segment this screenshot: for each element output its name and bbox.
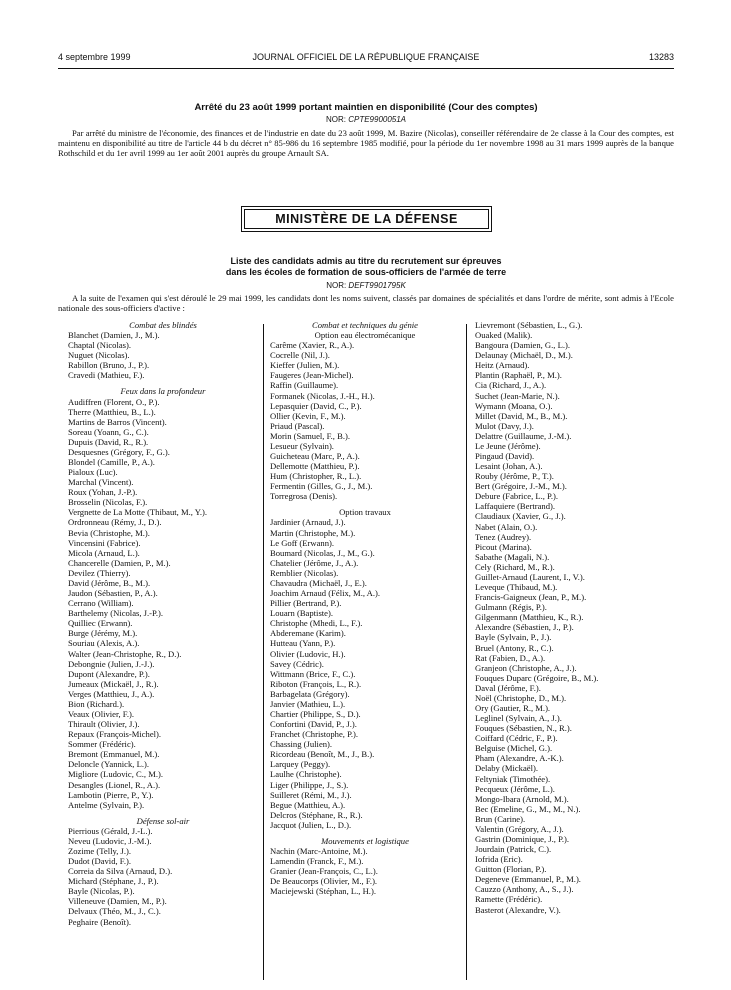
list-item: Dudot (David, F.).: [68, 856, 132, 867]
list-item: Martin (Christophe, M.).: [270, 527, 356, 538]
list-item: Marchal (Vincent).: [68, 477, 134, 488]
list-item: Fermentin (Gilles, G., J., M.).: [270, 481, 373, 492]
list-item: Cely (Richard, M., R.).: [475, 561, 555, 572]
list-item: Laffaquiere (Bertrand).: [475, 501, 556, 512]
list-nor-code: DEFT9901795K: [348, 281, 406, 290]
list-item: Ory (Gautier, R., M.).: [475, 702, 551, 713]
list-item: Bion (Richard.).: [68, 698, 125, 709]
list-item: Heitz (Arnaud).: [475, 360, 530, 371]
list-item: Lamendin (Franck, F., M.).: [270, 856, 364, 867]
list-item: Therre (Matthieu, B., L.).: [68, 406, 156, 417]
list-item: Brosselin (Nicolas, F.).: [68, 497, 148, 508]
list-item: Cauzzo (Anthony, A., S., J.).: [475, 884, 574, 895]
list-item: Franchet (Christophe, P.).: [270, 729, 359, 740]
list-item: Suilleret (Rémi, M., J.).: [270, 789, 352, 800]
list-item: Antelme (Sylvain, P.).: [68, 799, 145, 810]
column-1: [68, 320, 258, 927]
list-item: Villeneuve (Damien, M., P.).: [68, 896, 167, 907]
list-item: Ramette (Frédéric).: [475, 894, 543, 905]
list-item: Millet (David, M., B., M.).: [475, 410, 568, 421]
list-item: Cocrelle (Nil, J.).: [270, 350, 330, 361]
list-item: Le Jeune (Jérôme).: [475, 440, 541, 451]
list-title: [58, 256, 674, 277]
ministry-box: [241, 206, 492, 232]
section-heading: Défense sol-air: [136, 815, 190, 826]
column-divider: [466, 324, 467, 980]
list-item: Chartier (Philippe, S., D.).: [270, 708, 361, 719]
list-item: Delattre (Guillaume, J.-M.).: [475, 430, 572, 441]
list-item: Pillier (Bertrand, P.).: [270, 598, 342, 609]
decree-nor: [58, 115, 674, 124]
list-item: Jacquot (Julien, L., D.).: [270, 819, 352, 830]
list-item: Guillet-Arnaud (Laurent, I., V.).: [475, 571, 585, 582]
list-item: Correia da Silva (Arnaud, D.).: [68, 866, 173, 877]
list-item: Neveu (Ludovic, J.-M.).: [68, 835, 152, 846]
section-heading: Combat et techniques du génie: [312, 320, 418, 330]
list-item: Feltyniak (Timothée).: [475, 773, 551, 784]
list-item: Rouby (Jérôme, P., T.).: [475, 471, 554, 482]
list-item: Kieffer (Julien, M.).: [270, 360, 340, 371]
list-item: Laulhe (Christophe).: [270, 769, 342, 780]
list-item: Tenez (Audrey).: [475, 531, 532, 542]
list-item: Noël (Christophe, D., M.).: [475, 692, 567, 703]
list-nor: [58, 281, 674, 290]
list-item: Hum (Christopher, R., L.).: [270, 471, 362, 482]
list-item: Deloncle (Yannick, L.).: [68, 759, 149, 770]
list-item: Bangoura (Damien, G., L.).: [475, 340, 570, 351]
list-item: Verges (Matthieu, J., A.).: [68, 688, 155, 699]
list-item: Burge (Jérémy, M.).: [68, 628, 138, 639]
list-item: Ollier (Kevin, F., M.).: [270, 410, 346, 421]
list-item: Bert (Grégoire, J.-M., M.).: [475, 481, 567, 492]
list-item: Janvier (Mathieu, L.).: [270, 698, 346, 709]
list-item: Vincensini (Fabrice).: [68, 537, 141, 548]
list-item: Rabillon (Bruno, J., P.).: [68, 360, 150, 371]
list-item: Martins de Barros (Vincent).: [68, 416, 167, 427]
list-item: Torregrosa (Denis).: [270, 491, 338, 502]
list-item: Chavaudra (Michaël, J., E.).: [270, 577, 367, 588]
list-nor-label: NOR:: [326, 281, 349, 290]
list-item: Formanek (Nicolas, J.-H., H.).: [270, 390, 375, 401]
list-item: Migliore (Ludovic, C., M.).: [68, 769, 163, 780]
list-item: Leveque (Thibaud, M.).: [475, 582, 558, 593]
list-item: Desquesnes (Grégory, F., G.).: [68, 446, 170, 457]
list-item: Plantin (Raphaël, P., M.).: [475, 370, 562, 381]
list-item: Granjeon (Christophe, A., J.).: [475, 662, 577, 673]
list-item: Cerrano (William).: [68, 598, 134, 609]
list-item: Boumard (Nicolas, J., M., G.).: [270, 547, 375, 558]
header-rule: [58, 68, 674, 69]
list-item: Chaptal (Nicolas).: [68, 340, 132, 351]
list-item: Nabet (Alain, O.).: [475, 521, 538, 532]
section-heading: Feux dans la profondeur: [120, 386, 206, 397]
list-item: Pecqueux (Jérôme, L.).: [475, 783, 555, 794]
list-item: Bayle (Sylvain, P., J.).: [475, 632, 552, 643]
list-item: Mulot (Davy, J.).: [475, 420, 534, 431]
list-item: Lievremont (Sébastien, L., G.).: [475, 320, 583, 330]
list-item: Thirault (Olivier, J.).: [68, 719, 140, 730]
list-item: Alexandre (Sébastien, J., P.).: [475, 622, 574, 633]
list-item: Vergnette de La Motte (Thibaut, M., Y.).: [68, 507, 207, 518]
list-item: Picout (Marina).: [475, 541, 532, 552]
list-item: Jaudon (Sébastien, P., A.).: [68, 588, 158, 599]
section-heading: Combat des blindés: [129, 320, 197, 330]
list-item: David (Jérôme, B., M.).: [68, 577, 151, 588]
page-header: [58, 52, 674, 66]
list-item: Lepasquier (David, C., P.).: [270, 400, 362, 411]
list-item: Lesaint (Johan, A.).: [475, 461, 543, 472]
list-item: Confortini (David, P., J.).: [270, 719, 357, 730]
list-item: Joachim Arnaud (Félix, M., A.).: [270, 588, 381, 599]
list-item: De Beaucorps (Olivier, M., F.).: [270, 876, 378, 887]
list-item: Wymann (Moana, O.).: [475, 400, 553, 411]
list-item: Le Goff (Erwann).: [270, 537, 335, 548]
list-item: Delcros (Stéphane, R., R.).: [270, 809, 363, 820]
list-item: Claudiaux (Xavier, G., J.).: [475, 511, 566, 522]
list-item: Mongo-Ibara (Arnold, M.).: [475, 793, 569, 804]
list-item: Cravedi (Mathieu, F.).: [68, 370, 145, 381]
list-item: Rat (Fabien, D., A.).: [475, 652, 546, 663]
list-item: Desangles (Lionel, R., A.).: [68, 779, 161, 790]
list-item: Chancerelle (Damien, P., M.).: [68, 557, 171, 568]
column-2: [270, 320, 460, 896]
list-item: Delvaux (Théo, M., J., C.).: [68, 906, 161, 917]
list-item: Priaud (Pascal).: [270, 420, 325, 431]
list-item: Daval (Jérôme, F.).: [475, 682, 541, 693]
list-item: Roux (Yohan, J.-P.).: [68, 487, 138, 498]
list-item: Wittmann (Brice, F., C.).: [270, 668, 356, 679]
list-item: Peghaire (Benoît).: [68, 916, 132, 927]
list-item: Morin (Samuel, F., B.).: [270, 430, 350, 441]
list-item: Walter (Jean-Christophe, R., D.).: [68, 648, 182, 659]
list-item: Abderemane (Karim).: [270, 628, 346, 639]
list-item: Pierrious (Gérald, J.-L.).: [68, 825, 153, 836]
list-item: Gulmann (Régis, P.).: [475, 602, 547, 613]
list-item: Christophe (Mhedi, L., F.).: [270, 618, 363, 629]
decree-title: Arrêté du 23 août 1999 portant maintien en disponibilité (Cour des comptes): [194, 102, 538, 113]
list-item: Gilgenmann (Matthieu, K., R.).: [475, 612, 584, 623]
list-item: Begue (Matthieu, A.).: [270, 799, 346, 810]
list-item: Jumeaux (Mickaël, J., R.).: [68, 678, 159, 689]
subsection-heading: Option eau électromécanique: [314, 330, 416, 341]
list-item: Larquey (Peggy).: [270, 759, 331, 770]
header-date: 4 septembre 1999: [58, 52, 131, 62]
list-item: Basterot (Alexandre, V.).: [475, 904, 561, 915]
ministry-heading: MINISTÈRE DE LA DÉFENSE: [244, 209, 489, 229]
column-divider: [263, 324, 264, 980]
list-item: Barthelemy (Nicolas, J.-P.).: [68, 608, 163, 619]
list-item: Suchet (Jean-Marie, N.).: [475, 390, 560, 401]
list-item: Micola (Arnaud, L.).: [68, 547, 140, 558]
list-item: Leglinel (Sylvain, A., J.).: [475, 713, 562, 724]
list-item: Barbagelata (Grégory).: [270, 688, 350, 699]
list-item: Degeneve (Emmanuel, P., M.).: [475, 874, 581, 885]
header-journal-title: JOURNAL OFFICIEL DE LA RÉPUBLIQUE FRANÇAISE: [252, 52, 480, 62]
list-title-line1: Liste des candidats admis au titre du recrutement sur épreuves: [230, 256, 502, 266]
decree-text: Par arrêté du ministre de l'économie, des finances et de l'industrie en date du 23 août 1999, M. Bazire (Nicolas), conseiller référendaire de 2e classe à la Cour des comptes, est maintenu en disponibilité au titre de l'article 44 b du décret n° 85-986 du 16 septembre 1985 modifié, pour la période du 1er novembre 1998 au 31 mars 1999 auprès de la banque Rothschild et du 1er avril 1999 au 1er août 2001 auprès du groupe Arnault SA.: [58, 128, 674, 159]
list-item: Lesueur (Sylvain).: [270, 440, 334, 451]
decree-nor-label: NOR:: [325, 115, 349, 124]
list-item: Lambotin (Pierre, P., Y.).: [68, 789, 154, 800]
list-item: Repaux (François-Michel).: [68, 729, 162, 740]
list-item: Zozime (Telly, J.).: [68, 845, 132, 856]
list-item: Bec (Emeline, G., M., M., N.).: [475, 803, 581, 814]
list-item: Francis-Gaigneux (Jean, P., M.).: [475, 592, 587, 603]
column-3: [475, 320, 675, 915]
list-item: Quilliec (Erwann).: [68, 618, 133, 629]
list-item: Maciejewski (Stéphan, L., H.).: [270, 886, 376, 897]
list-item: Cia (Richard, J., A.).: [475, 380, 547, 391]
list-item: Chatelier (Jérôme, J., A.).: [270, 557, 359, 568]
list-item: Devilez (Thierry).: [68, 567, 131, 578]
list-item: Liger (Philippe, J., S.).: [270, 779, 349, 790]
list-item: Valentin (Grégory, A., J.).: [475, 823, 564, 834]
section-heading: Mouvements et logistique: [321, 835, 409, 846]
list-item: Faugeres (Jean-Michel).: [270, 370, 354, 381]
list-item: Sommer (Frédéric).: [68, 739, 136, 750]
list-item: Louarn (Baptiste).: [270, 608, 334, 619]
list-item: Blanchet (Damien, J., M.).: [68, 330, 160, 341]
list-item: Pialoux (Luc).: [68, 467, 118, 478]
list-intro: A la suite de l'examen qui s'est déroulé le 29 mai 1999, les candidats dont les noms suivent, classés par domaines de spécialités et dans l'ordre de mérite, sont admis à l'Ecole nationale des sous-officiers d'active :: [58, 293, 674, 314]
list-item: Souriau (Alexis, A.).: [68, 638, 140, 649]
list-title-line2: dans les écoles de formation de sous-officiers de l'armée de terre: [225, 266, 507, 277]
list-item: Fouques (Sébastien, N., R.).: [475, 723, 572, 734]
list-item: Bremont (Emmanuel, M.).: [68, 749, 160, 760]
list-item: Delaby (Mickaël).: [475, 763, 538, 774]
list-item: Carême (Xavier, R., A.).: [270, 340, 355, 351]
decree-nor-code: CPTE9900051A: [348, 115, 407, 124]
list-item: Guitton (Florian, P.).: [475, 864, 547, 875]
list-item: Veaux (Olivier, F.).: [68, 708, 135, 719]
list-item: Blondel (Camille, P., A.).: [68, 457, 155, 468]
list-item: Debongnie (Julien, J.-J.).: [68, 658, 155, 669]
list-item: Jourdain (Patrick, C.).: [475, 844, 552, 855]
list-item: Nuguet (Nicolas).: [68, 350, 130, 361]
list-item: Raffin (Guillaume).: [270, 380, 339, 391]
list-item: Brun (Carine).: [475, 813, 526, 824]
list-item: Audiffren (Florent, O., P.).: [68, 396, 160, 407]
list-item: Pingaud (David).: [475, 451, 535, 462]
list-item: Chassing (Julien).: [270, 739, 333, 750]
list-item: Bayle (Nicolas, P.).: [68, 886, 135, 897]
header-page-number: 13283: [648, 52, 674, 62]
list-item: Nachin (Marc-Antoine, M.).: [270, 845, 368, 856]
list-item: Remblier (Nicolas).: [270, 567, 339, 578]
list-item: Gastrin (Dominique, J., P.).: [475, 833, 570, 844]
list-item: Ouaked (Malik).: [475, 330, 533, 341]
list-item: Guicheteau (Marc, P., A.).: [270, 451, 360, 462]
list-item: Ricordeau (Benoît, M., J., B.).: [270, 749, 375, 760]
list-item: Riboton (François, L., R.).: [270, 678, 362, 689]
list-item: Bruel (Antony, R., C.).: [475, 642, 554, 653]
list-item: Dupuis (David, R., R.).: [68, 436, 149, 447]
list-item: Fouques Duparc (Grégoire, B., M.).: [475, 672, 599, 683]
list-item: Debure (Fabrice, L., P.).: [475, 491, 559, 502]
list-item: Dupont (Alexandre, P.).: [68, 668, 150, 679]
list-item: Jardinier (Arnaud, J.).: [270, 517, 346, 528]
list-item: Michard (Stéphane, J., P.).: [68, 876, 159, 887]
list-item: Ordronneau (Rémy, J., D.).: [68, 517, 162, 528]
list-item: Coiffard (Cédric, F., P.).: [475, 733, 558, 744]
list-item: Delaunay (Michaël, D., M.).: [475, 350, 573, 361]
list-item: Olivier (Ludovic, H.).: [270, 648, 346, 659]
list-item: Hutteau (Yann, P.).: [270, 638, 336, 649]
list-item: Pham (Alexandre, A.-K.).: [475, 753, 564, 764]
list-item: Sabathe (Magali, N.).: [475, 551, 550, 562]
list-item: Belguise (Michel, G.).: [475, 743, 553, 754]
subsection-heading: Option travaux: [339, 507, 391, 518]
list-item: Dellemotte (Matthieu, P.).: [270, 461, 360, 472]
list-item: Soreau (Yoann, G., C.).: [68, 426, 149, 437]
list-item: Savey (Cédric).: [270, 658, 324, 669]
list-item: Iofrida (Eric).: [475, 854, 523, 865]
list-item: Bevia (Christophe, M.).: [68, 527, 150, 538]
list-item: Granier (Jean-François, C., L.).: [270, 866, 378, 877]
